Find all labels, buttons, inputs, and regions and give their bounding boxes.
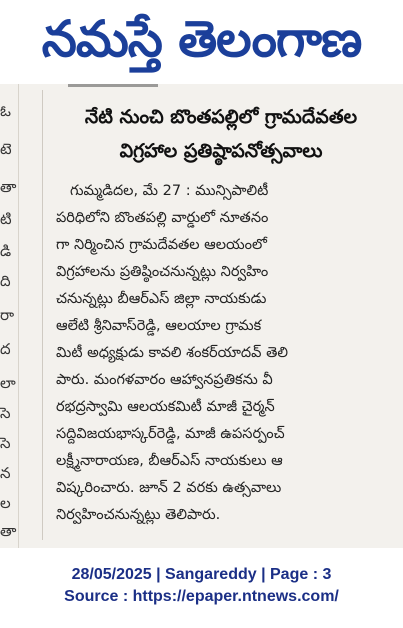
article-line: సద్దివిజయభాస్కర్‌రెడ్డి, మాజీ ఉపసర్పంచ్ xyxy=(56,426,285,442)
column-rule xyxy=(42,90,43,540)
article-line: నిర్వహించనున్నట్లు తెలిపారు. xyxy=(56,507,221,523)
left-column-fragment: డి xyxy=(0,244,12,259)
article-line: గుమ్మడిదల, మే 27 : మున్సిపాలిటీ xyxy=(70,183,269,199)
left-column-fragment: న xyxy=(0,466,11,481)
masthead xyxy=(0,0,403,78)
cut-off-line xyxy=(68,84,158,97)
left-column-fragment: సె xyxy=(0,406,11,421)
footer-date-edition: 28/05/2025 | Sangareddy | Page : 3 xyxy=(71,566,332,583)
headline-line-2: విగ్రహాల ప్రతిష్ఠాపనోత్సవాలు xyxy=(119,140,323,162)
left-column-fragment: ఓ xyxy=(0,104,11,119)
left-column-fragment: ల xyxy=(0,496,11,511)
left-column-fragment: సె xyxy=(0,436,11,451)
masthead-title: నమస్తే తెలంగాణ xyxy=(41,10,362,68)
article-line: రభద్రస్వామి ఆలయకమిటీ మాజీ చైర్మన్ xyxy=(56,399,275,415)
left-column-fragment: లా xyxy=(0,376,16,391)
article-line: విష్కరించారు. జూన్ 2 వరకు ఉత్సవాలు xyxy=(56,480,282,496)
left-column-fragment: తా xyxy=(0,524,17,539)
article-line: ఆలేటి శ్రీనివాస్‌రెడ్డి, ఆలయాల గ్రామక xyxy=(56,318,262,334)
article-line: మిటీ అధ్యక్షుడు కావలి శంకర్‌యాదవ్ తెలి xyxy=(56,345,288,361)
article-line: పరిధిలోని బొంతపల్లి వార్డులో నూతనం xyxy=(56,210,269,226)
adjacent-column-strip xyxy=(0,84,19,548)
left-column-fragment: తా xyxy=(0,180,17,195)
article-body xyxy=(56,178,396,529)
left-column-fragment: రా xyxy=(0,308,15,323)
article-line: గా నిర్మించిన గ్రామదేవతల ఆలయంలో xyxy=(56,237,267,253)
left-column-fragment: టి xyxy=(0,212,12,227)
article-line: లక్ష్మీనారాయణ, బీఆర్ఎస్ నాయకులు ఆ xyxy=(56,453,283,469)
newspaper-clipping xyxy=(0,84,403,548)
article-line: పారు. మంగళవారం ఆహ్వానప్రతికను వీ xyxy=(56,372,273,388)
article-line: విగ్రహాలను ప్రతిష్ఠించనున్నట్లు నిర్వహిం xyxy=(56,264,269,280)
headline-line-1: నేటి నుంచి బొంతపల్లిలో గ్రామదేవతల xyxy=(84,106,358,128)
footer-source: Source : https://epaper.ntnews.com/ xyxy=(64,588,339,605)
left-column-fragment: ది xyxy=(0,274,11,289)
left-column-fragment: ద xyxy=(0,342,11,357)
article-line: చనున్నట్లు బీఆర్ఎస్ జిల్లా నాయకుడు xyxy=(56,291,267,307)
left-column-fragment: టె xyxy=(0,142,12,157)
